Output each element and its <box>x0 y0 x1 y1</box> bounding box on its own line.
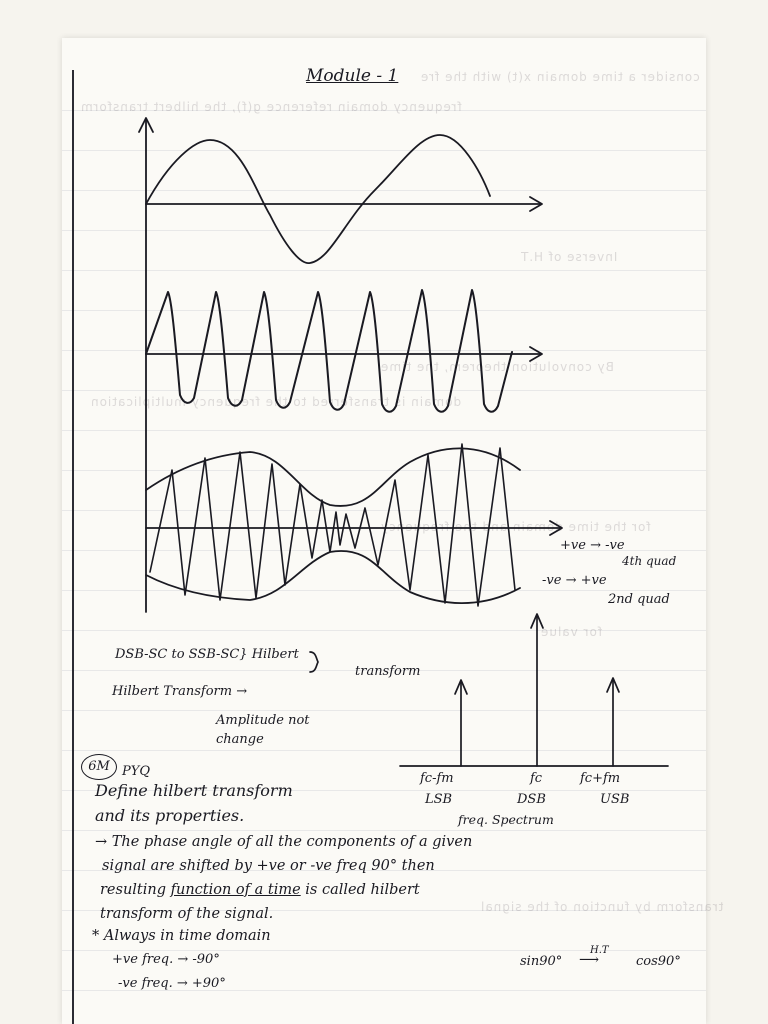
positive-freq-note: +ve freq. → -90° <box>112 952 220 967</box>
hilbert-note: Hilbert Transform → <box>112 684 248 699</box>
dsb-ssb-note: DSB-SC to SSB-SC} Hilbert <box>115 647 299 662</box>
pyq-tag: PYQ <box>122 764 150 779</box>
spectrum-band-lsb: LSB <box>425 792 453 807</box>
lower-envelope <box>146 551 520 603</box>
amplitude-note-cont: change <box>216 732 264 747</box>
sin-term: sin90° <box>520 954 563 969</box>
message-sine-wave <box>146 135 490 263</box>
ht-arrow: ⟶ <box>579 952 600 968</box>
page-title: Module - 1 <box>306 66 399 86</box>
ht-arrow-label: H.T <box>590 945 609 956</box>
modulated-carrier <box>150 444 515 606</box>
spectrum-label-dsb-freq: fc <box>530 771 543 786</box>
quad-note-2-sub: 2nd quad <box>608 592 670 607</box>
answer-line-3-c: is called hilbert <box>300 882 420 898</box>
answer-line-5: * Always in time domain <box>92 928 271 944</box>
cos-term: cos90° <box>636 954 681 969</box>
answer-line-3 <box>100 882 420 898</box>
spectrum-caption: freq. Spectrum <box>458 812 554 827</box>
spectrum-label-usb-freq: fc+fm <box>580 771 621 786</box>
question-line-2: and its properties. <box>95 806 245 825</box>
answer-line-1: → The phase angle of all the components of a given <box>95 834 473 850</box>
marks-badge: 6M <box>81 754 117 780</box>
answer-line-4: transform of the signal. <box>100 906 274 922</box>
negative-freq-note: -ve freq. → +90° <box>118 976 226 991</box>
amplitude-note: Amplitude not <box>216 713 310 728</box>
quad-note-1: +ve → -ve <box>560 538 625 553</box>
carrier-wave <box>146 290 512 412</box>
dsb-ssb-note-cont: transform <box>355 664 421 679</box>
spectrum-band-dsb: DSB <box>517 792 546 807</box>
answer-line-2: signal are shifted by +ve or -ve freq 90° then <box>102 858 435 874</box>
question-line-1: Define hilbert transform <box>95 781 293 800</box>
quad-note-2: -ve → +ve <box>542 573 607 588</box>
spectrum-band-usb: USB <box>600 792 630 807</box>
notes-brace <box>310 652 318 672</box>
answer-line-3-b: function of a time <box>170 882 301 898</box>
spectrum-label-lsb-freq: fc-fm <box>420 771 454 786</box>
quad-note-1-sub: 4th quad <box>622 554 677 568</box>
answer-line-3-a: resulting <box>100 882 171 898</box>
